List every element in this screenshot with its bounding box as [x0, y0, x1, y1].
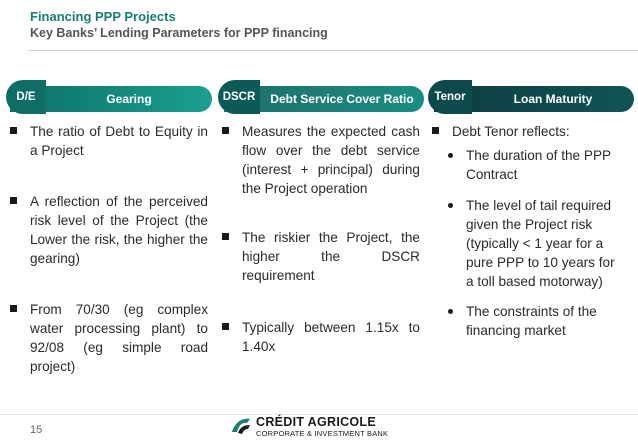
- sub-bullet-item: The duration of the PPP Contract: [448, 146, 620, 184]
- header-title: Loan Maturity: [513, 92, 593, 106]
- page-subtitle: Key Banks’ Lending Parameters for PPP financing: [30, 26, 328, 40]
- bullet-item: Measures the expected cash flow over the debt service (interest + principal) during the Project operation: [222, 122, 420, 198]
- round-bullet-icon: [448, 203, 453, 208]
- column-gearing: [0, 86, 212, 112]
- page-number: 15: [30, 424, 43, 436]
- credit-agricole-logo-icon: [230, 416, 252, 436]
- header-tag: D/E: [6, 80, 46, 114]
- column-header: [0, 86, 212, 112]
- sub-bullet-item: The level of tail required given the Project risk (typically < 1 year for a pure PPP to 10 years for a toll based motorway): [448, 196, 620, 291]
- column-tenor: [428, 86, 634, 112]
- logo-subtitle: CORPORATE & INVESTMENT BANK: [256, 429, 389, 438]
- title-block: [30, 8, 328, 42]
- bullet-item: The ratio of Debt to Equity in a Project: [10, 122, 208, 160]
- round-bullet-icon: [448, 153, 453, 158]
- header-title: Debt Service Cover Ratio: [270, 92, 414, 106]
- header-tag: DSCR: [218, 80, 260, 114]
- bullet-item: Debt Tenor reflects:: [432, 122, 630, 141]
- bullet-item: From 70/30 (eg complex water processing plant) to 92/08 (eg simple road project): [10, 300, 208, 376]
- header-divider: [28, 50, 638, 51]
- square-bullet-icon: [222, 127, 229, 134]
- header-title: Gearing: [106, 92, 152, 106]
- column-header: [428, 86, 634, 112]
- column-header: [218, 86, 424, 112]
- bullet-item: A reflection of the perceived risk level of the Project (the Lower the risk, the higher the gearing): [10, 192, 208, 268]
- square-bullet-icon: [10, 305, 17, 312]
- page-title: Financing PPP Projects: [30, 9, 176, 24]
- round-bullet-icon: [448, 309, 453, 314]
- square-bullet-icon: [432, 127, 439, 134]
- sub-bullet-item: The constraints of the financing market: [448, 302, 620, 340]
- bullet-item: The riskier the Project, the higher the DSCR requirement: [222, 228, 420, 285]
- credit-agricole-logo: [230, 414, 430, 440]
- square-bullet-icon: [10, 127, 17, 134]
- logo-name: CRÉDIT AGRICOLE: [256, 415, 377, 429]
- bullet-item: Typically between 1.15x to 1.40x: [222, 318, 420, 356]
- header-tag: Tenor: [428, 80, 472, 114]
- square-bullet-icon: [222, 323, 229, 330]
- square-bullet-icon: [222, 233, 229, 240]
- square-bullet-icon: [10, 197, 17, 204]
- column-dscr: [218, 86, 424, 112]
